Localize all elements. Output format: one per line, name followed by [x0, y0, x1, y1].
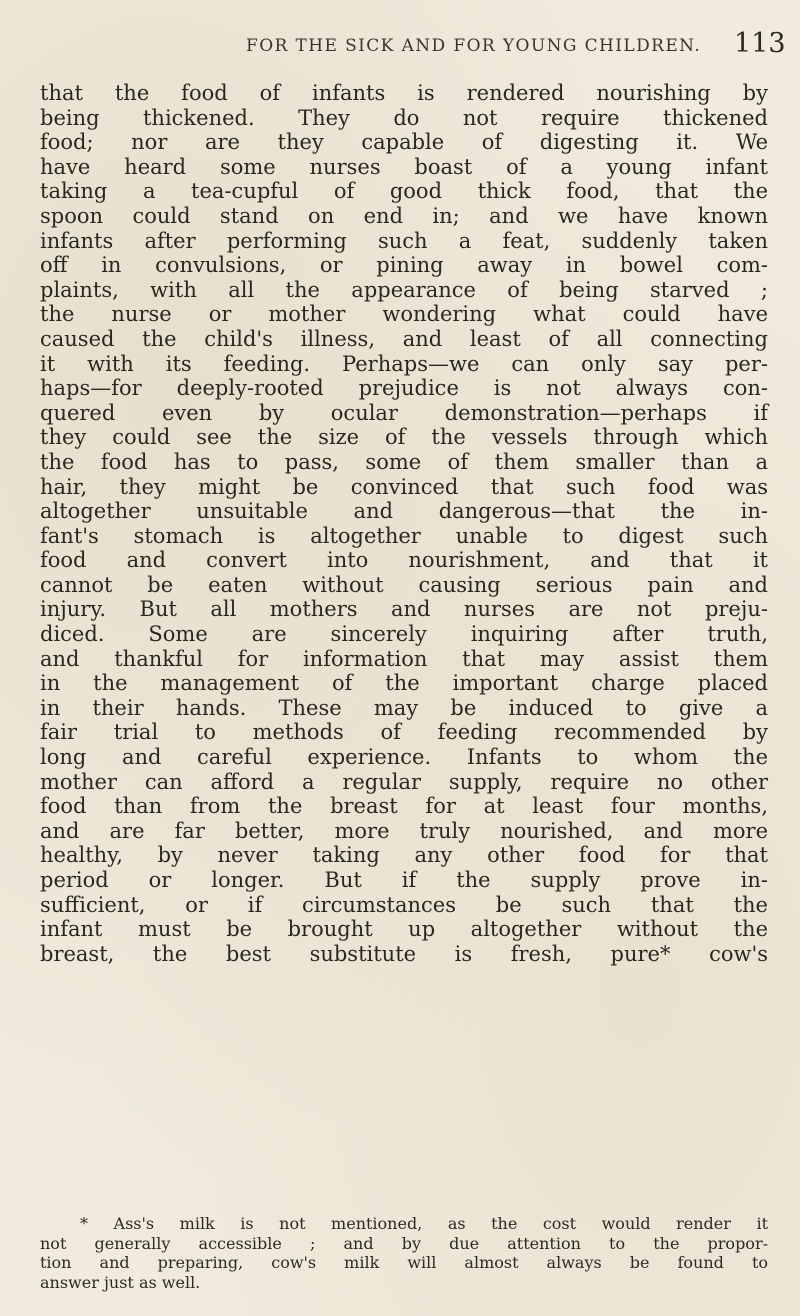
- text-line: breast, the best substitute is fresh, pure* cow's: [40, 941, 768, 966]
- text-line: caused the child's illness, and least of all connecting: [40, 326, 768, 351]
- page-number: 113: [734, 28, 786, 59]
- text-line: and thankful for information that may assist them: [40, 646, 768, 671]
- text-line: it with its feeding. Perhaps—we can only say per-: [40, 351, 768, 376]
- text-line: and are far better, more truly nourished, and more: [40, 818, 768, 843]
- text-line: in their hands. These may be induced to give a: [40, 695, 768, 720]
- running-title: FOR THE SICK AND FOR YOUNG CHILDREN.: [246, 36, 702, 56]
- text-line: sufficient, or if circumstances be such that the: [40, 892, 768, 917]
- text-line: infants after performing such a feat, suddenly taken: [40, 228, 768, 253]
- text-line: spoon could stand on end in; and we have known: [40, 203, 768, 228]
- running-head: [0, 26, 800, 66]
- text-line: the nurse or mother wondering what could have: [40, 302, 768, 327]
- text-line: plaints, with all the appearance of being starved ;: [40, 277, 768, 302]
- text-line: food and convert into nourishment, and that it: [40, 548, 768, 573]
- text-line: quered even by ocular demonstration—perhaps if: [40, 400, 768, 425]
- text-line: taking a tea-cupful of good thick food, that the: [40, 179, 768, 204]
- text-line: haps—for deeply-rooted prejudice is not always con-: [40, 376, 768, 401]
- text-line: the food has to pass, some of them smaller than a: [40, 449, 768, 474]
- text-line: food than from the breast for at least four months,: [40, 794, 768, 819]
- footnote-line: tion and preparing, cow's milk will almost always be found to: [40, 1253, 768, 1273]
- text-line: period or longer. But if the supply prove in-: [40, 868, 768, 892]
- text-line: have heard some nurses boast of a young infant: [40, 154, 768, 179]
- text-line: that the food of infants is rendered nourishing by: [40, 81, 768, 105]
- text-line: fant's stomach is altogether unable to digest such: [40, 523, 768, 548]
- footnote-line: * Ass's milk is not mentioned, as the cost would render it: [80, 1214, 768, 1233]
- text-line: being thickened. They do not require thickened: [40, 105, 768, 130]
- text-line: hair, they might be convinced that such food was: [40, 474, 768, 499]
- text-line: infant must be brought up altogether without the: [40, 917, 768, 942]
- text-line: cannot be eaten without causing serious pain and: [40, 572, 768, 597]
- body-text: [40, 81, 768, 966]
- text-line: diced. Some are sincerely inquiring after truth,: [40, 622, 768, 647]
- text-line: mother can afford a regular supply, require no other: [40, 769, 768, 794]
- footnote-line: not generally accessible ; and by due attention to the propor-: [40, 1233, 768, 1253]
- footnote: [40, 1214, 768, 1292]
- text-line: fair trial to methods of feeding recommended by: [40, 720, 768, 745]
- text-line: off in convulsions, or pining away in bowel com-: [40, 253, 768, 278]
- text-line: healthy, by never taking any other food for that: [40, 843, 768, 868]
- text-line: food; nor are they capable of digesting it. We: [40, 130, 768, 155]
- text-line: long and careful experience. Infants to whom the: [40, 745, 768, 770]
- text-line: they could see the size of the vessels through which: [40, 425, 768, 450]
- text-line: altogether unsuitable and dangerous—that the in-: [40, 499, 768, 524]
- text-line: in the management of the important charge placed: [40, 671, 768, 696]
- text-line: injury. But all mothers and nurses are not preju-: [40, 597, 768, 622]
- footnote-line: answer just as well.: [40, 1272, 201, 1292]
